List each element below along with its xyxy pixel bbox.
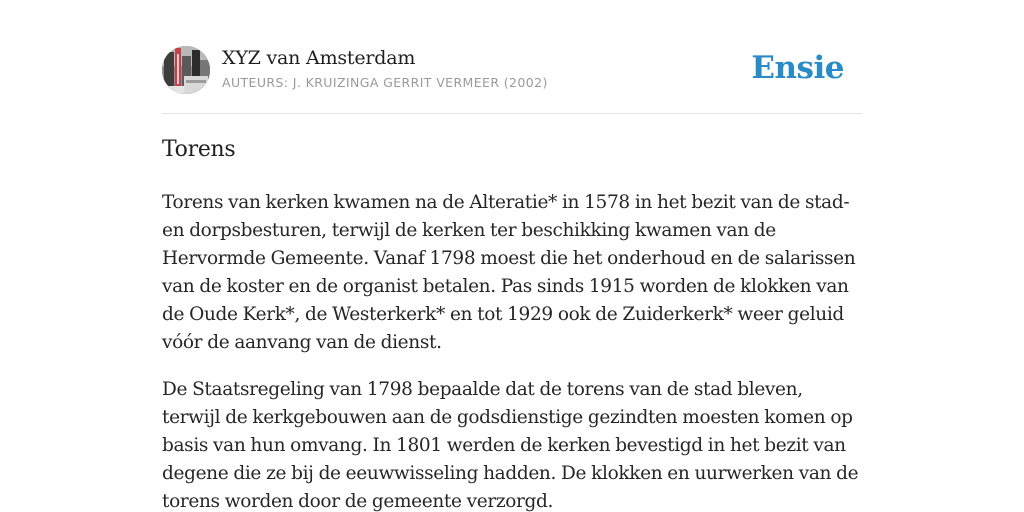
entry-paragraph: De Staatsregeling van 1798 bepaalde dat de torens van de stad bleven, terwijl de kerkgebouwen aan de godsdienstige gezindten moesten komen op basis van hun omvang. In 1801 werden de kerken bevestigd in het bezit van degene die ze bij de eeuwwisseling hadden. De klokken en uurwerken van de torens worden door de gemeente verzorgd. [162, 379, 859, 512]
entry-title: Torens [162, 137, 236, 162]
book-authors: AUTEURS: J. KRUIZINGA GERRIT VERMEER (2002) [222, 75, 548, 90]
book-title[interactable]: XYZ van Amsterdam [222, 47, 416, 69]
book-header [162, 46, 862, 96]
entry-content [162, 189, 864, 512]
entry-paragraph: Torens van kerken kwamen na de Alteratie* in 1578 in het bezit van de stad- en dorpsbesturen, terwijl de kerken ter beschikking kwamen van de Hervormde Gemeente. Vanaf 1798 moest die het onderhoud en de salarissen van de koster en de organist betalen. Pas sinds 1915 worden de klokken van de Oude Kerk*, de Westerkerk* en tot 1929 ook de Zuiderkerk* weer geluid vóór de aanvang van de dienst. [162, 192, 856, 353]
book-cover-avatar[interactable] [162, 46, 210, 94]
book-cover-image [162, 46, 210, 94]
header-divider [162, 113, 862, 114]
ensie-logo[interactable]: Ensie [751, 50, 844, 86]
